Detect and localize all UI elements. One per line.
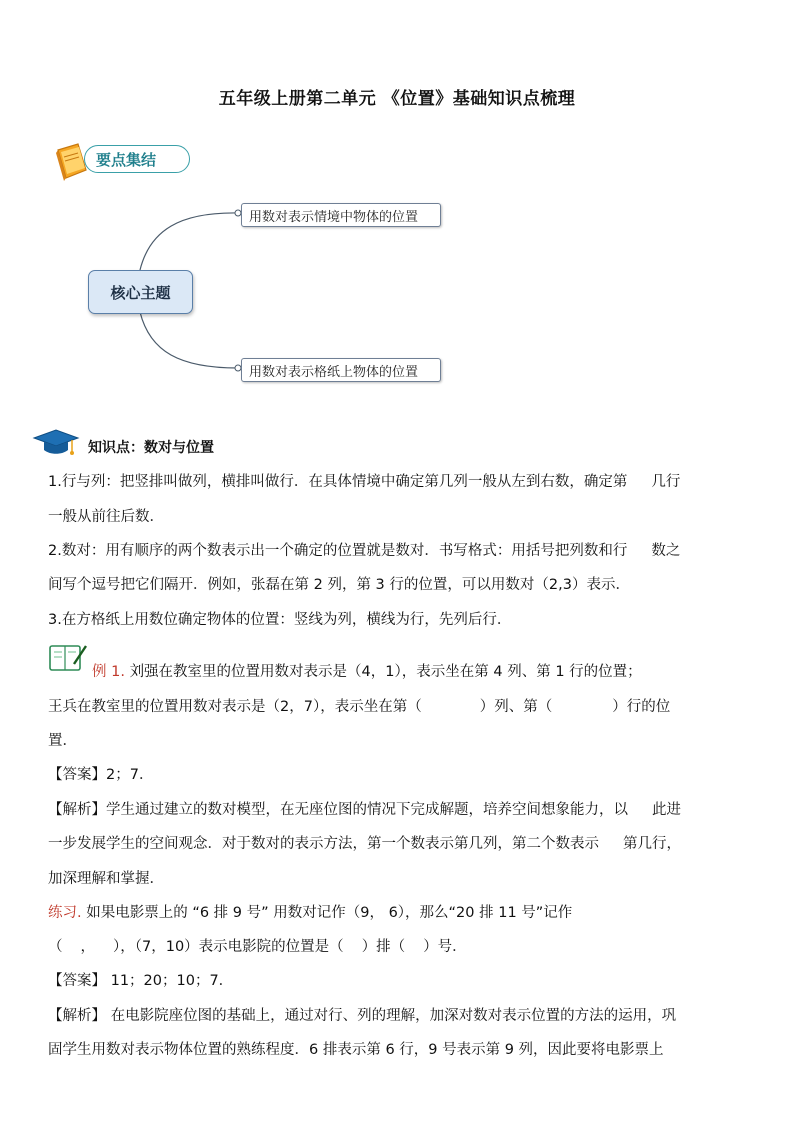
example-1-text-b: ）列、第（ <box>479 699 553 715</box>
point-2-line-2: 间写个逗号把它们隔开．例如，张磊在第 2 列，第 3 行的位置，可以用数对（2,3）表示． <box>48 577 630 593</box>
exercise-answer: 【答案】 11；20；10；7． <box>48 973 234 989</box>
exercise-text-a: （ <box>48 939 63 955</box>
point-1-text-a: 1.行与列：把竖排叫做列，横排叫做行．在具体情境中确定第几列一般从左到右数，确定第 <box>48 474 628 490</box>
point-3-line-1: 3.在方格纸上用数位确定物体的位置：竖线为列，横线为行，先列后行． <box>48 612 512 628</box>
example-1-analysis-line-2 <box>48 834 681 854</box>
section-badge-label: 要点集结 <box>96 151 157 169</box>
analysis-text-a: 一步发展学生的空间观念．对于数对的表示方法，第一个数表示第几列，第二个数表示 <box>48 836 599 852</box>
mindmap-branch-situation: 用数对表示情境中物体的位置 <box>241 203 441 227</box>
mindmap-branch-grid-paper: 用数对表示格纸上物体的位置 <box>241 358 441 382</box>
example-1-label: 例 1. <box>92 664 125 680</box>
notebook-pen-icon <box>48 642 88 674</box>
example-1-text-a: 王兵在教室里的位置用数对表示是（2，7），表示坐在第（ <box>48 699 422 715</box>
exercise-text-b: ， <box>80 939 95 955</box>
page-title: 五年级上册第二单元 《位置》基础知识点梳理 <box>218 89 576 109</box>
point-2-text-b: 数之 <box>651 543 681 559</box>
example-1-analysis-line-3: 加深理解和掌握． <box>48 871 164 887</box>
exercise-analysis-line-1: 【解析】 在电影院座位图的基础上，通过对行、列的理解，加深对数对表示位置的方法的运用，巩 <box>48 1008 677 1024</box>
example-1-analysis-line-1 <box>48 800 681 820</box>
exercise-text-d: ）排（ <box>361 939 406 955</box>
exercise-label: 练习. <box>48 905 82 921</box>
example-1-line-3: 置． <box>48 733 77 749</box>
exercise-line-2 <box>48 937 467 957</box>
example-1-line-1 <box>92 662 642 682</box>
exercise-text-e: ）号． <box>423 939 467 955</box>
exercise-text-c: ），（7，10）表示电影院的位置是（ <box>113 939 344 955</box>
point-2-line-1 <box>48 541 680 561</box>
point-1-text-b: 几行 <box>651 474 681 490</box>
exercise-question: 如果电影票上的 “6 排 9 号” 用数对记作（9， 6），那么“20 排 11 号”记作 <box>86 905 573 921</box>
example-1-answer: 【答案】2；7． <box>48 767 154 783</box>
point-1-line-1 <box>48 472 680 492</box>
example-1-line-2 <box>48 697 670 717</box>
analysis-text-b: 第几行， <box>623 836 681 852</box>
exercise-analysis-line-2: 固学生用数对表示物体位置的熟练程度．6 排表示第 6 行，9 号表示第 9 列，因此要将电影票上 <box>48 1042 664 1058</box>
knowledge-point-heading: 知识点：数对与位置 <box>88 440 214 456</box>
example-1-text-c: ）行的位 <box>612 699 671 715</box>
point-1-line-2: 一般从前往后数． <box>48 509 164 525</box>
analysis-text-a: 【解析】学生通过建立的数对模型，在无座位图的情况下完成解题，培养空间想象能力，以 <box>48 802 628 818</box>
exercise-line-1 <box>48 903 572 923</box>
example-1-question: 刘强在教室里的位置用数对表示是（4，1），表示坐在第 4 列、第 1 行的位置； <box>129 664 642 680</box>
graduation-cap-icon <box>32 428 80 458</box>
point-2-text-a: 2.数对：用有顺序的两个数表示出一个确定的位置就是数对．书写格式：用括号把列数和行 <box>48 543 628 559</box>
mindmap-core-topic: 核心主题 <box>88 270 193 314</box>
analysis-text-b: 此进 <box>652 802 681 818</box>
